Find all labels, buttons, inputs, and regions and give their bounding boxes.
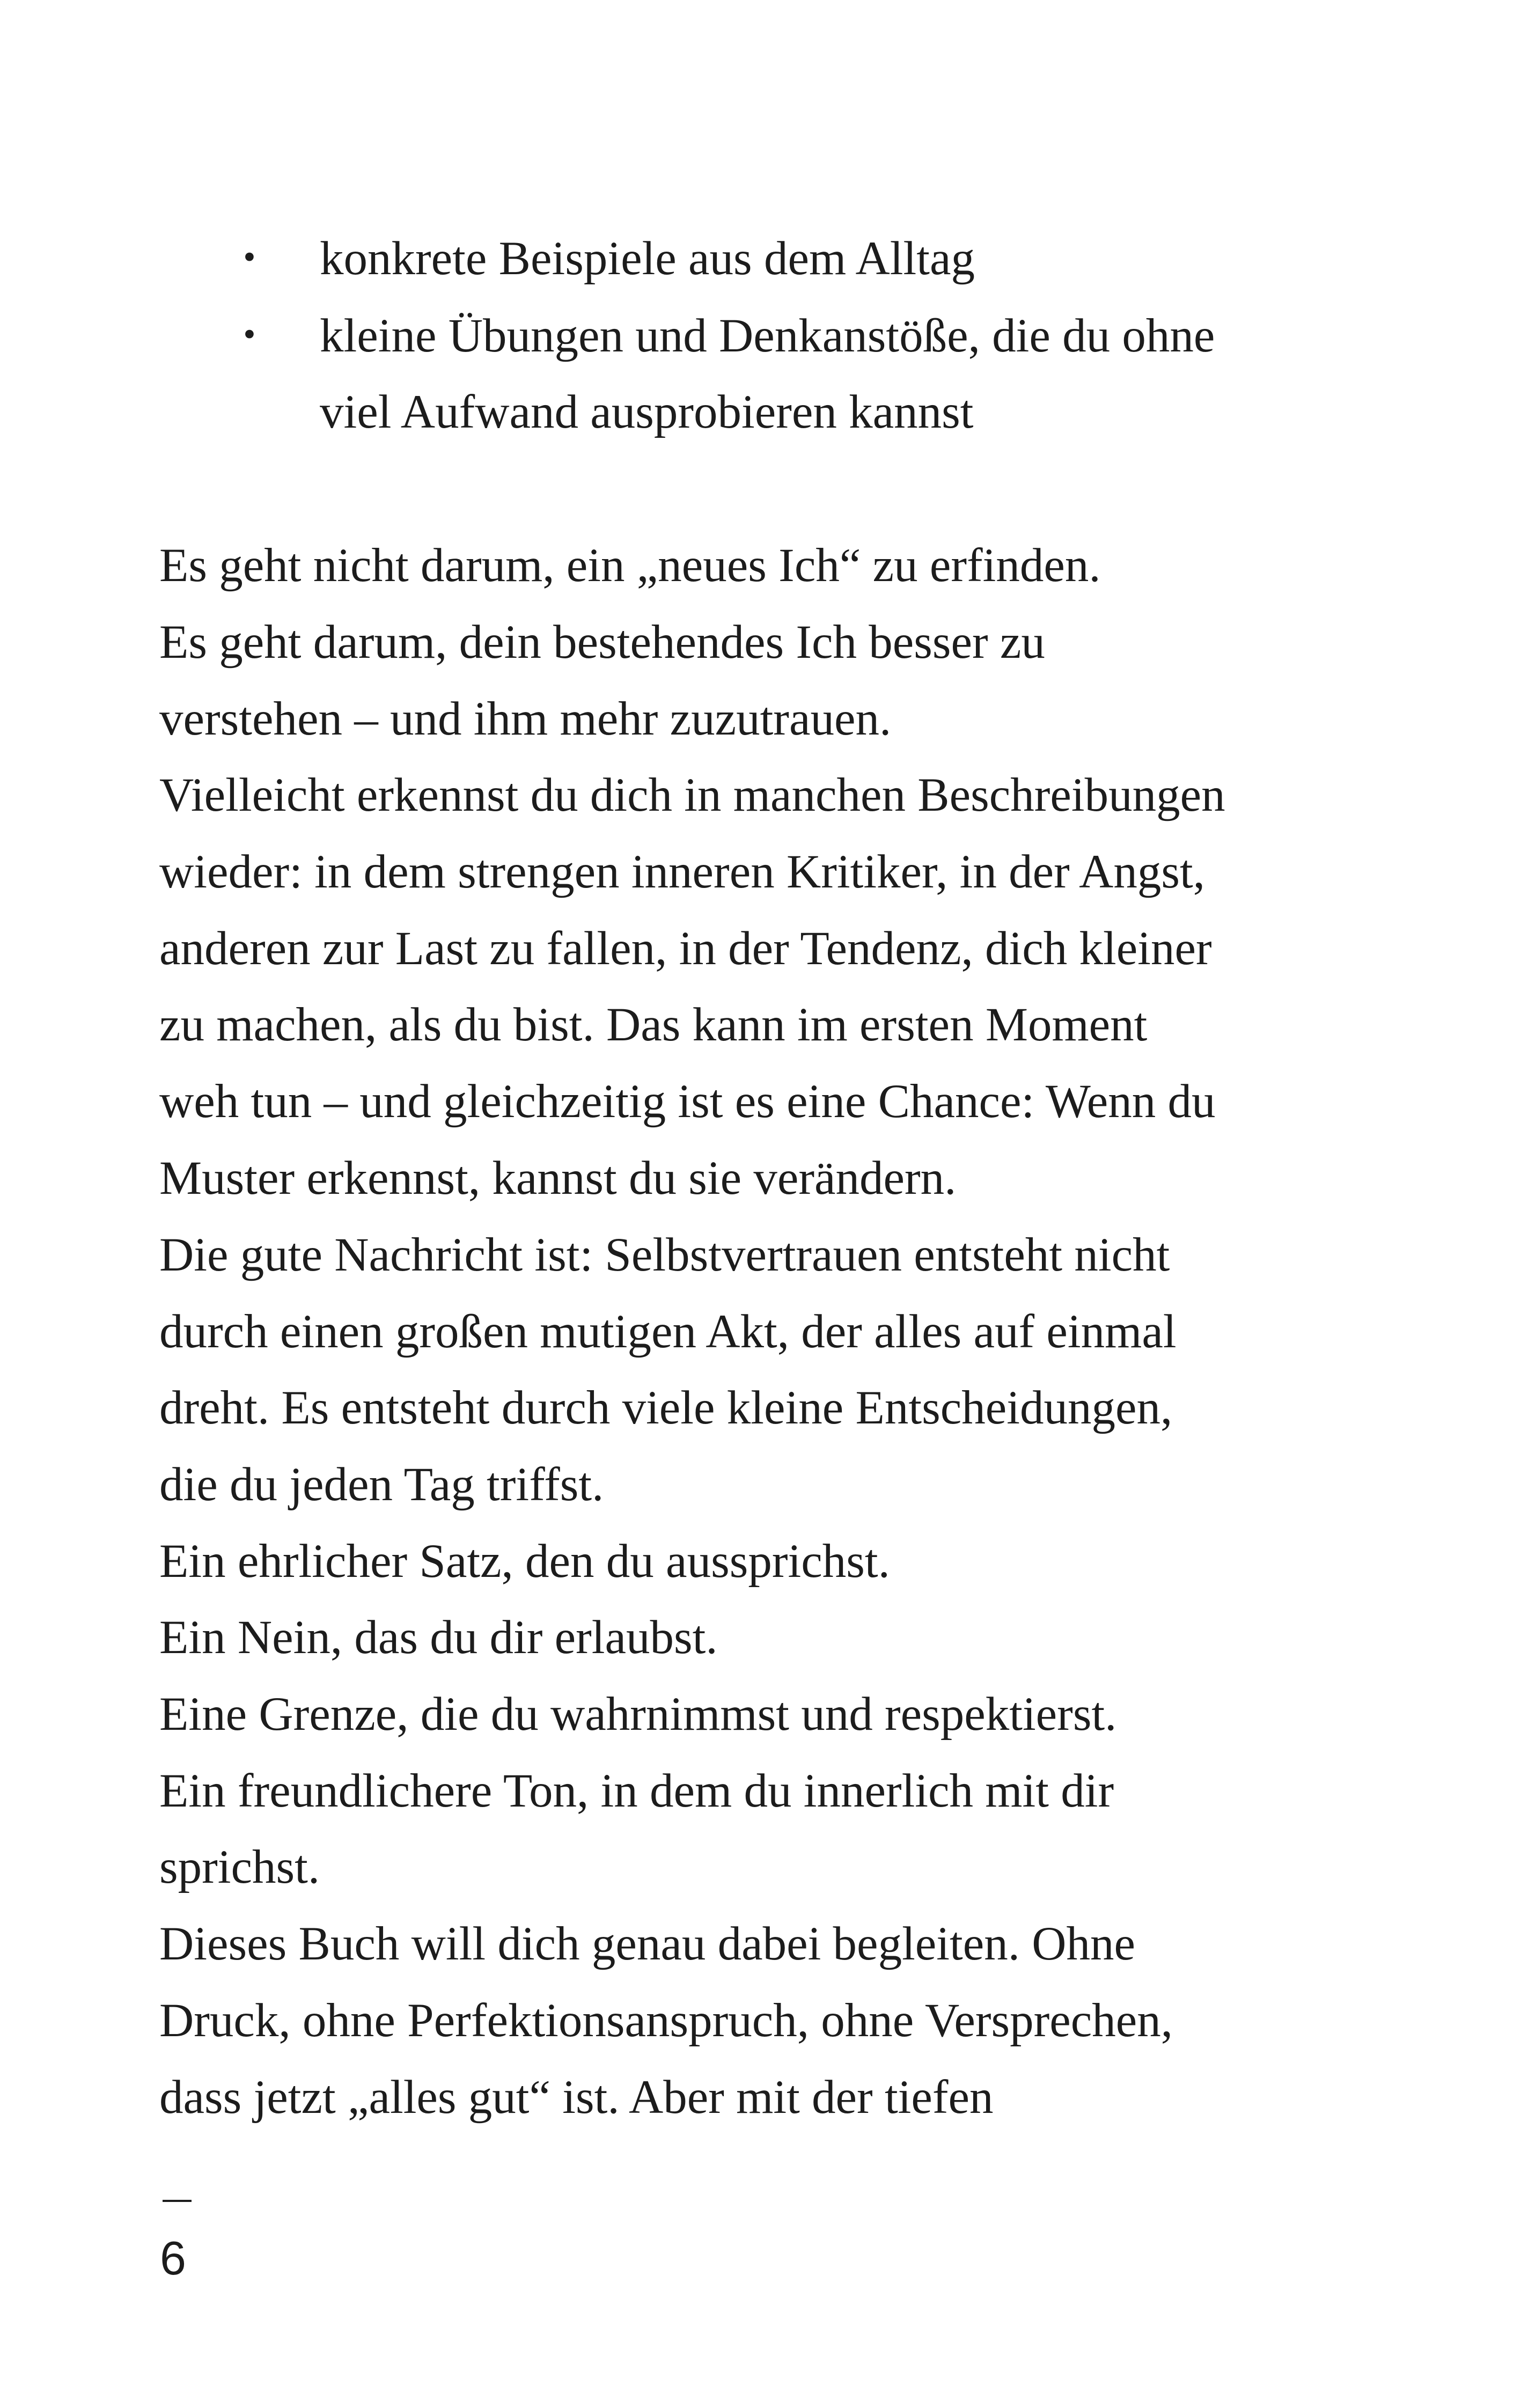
list-item-text: viel Aufwand ausprobieren kannst <box>320 386 974 438</box>
footer-rule <box>163 2200 192 2202</box>
list-item-text: konkrete Beispiele aus dem Alltag <box>320 232 975 285</box>
bullet-icon: • <box>241 241 258 275</box>
list-item-text: kleine Übungen und Denkanstöße, die du ohne <box>320 310 1215 362</box>
document-page: • konkrete Beispiele aus dem Alltag • kleine Übungen und Denkanstöße, die du ohne viel Aufwand ausprobieren kannst Es geht nicht darum, ein „neues Ich“ zu erfinden. Es geht darum, dein bestehendes Ich besser zu verstehen – und ihm mehr zuzutrauen. Vielleicht erkennst du dich in manchen Beschreibungen wieder: in dem strengen inneren Kritiker, in der Angst, anderen zur Last zu fallen, in der Tendenz, dich kleiner zu machen, als du bist. Das kann im ersten Moment weh tun – und gleichzeitig ist es eine Chance: Wenn du Muster erkennst, kannst du sie verändern. Die gute Nachricht ist: Selbstvertrauen entsteht nicht durch einen großen mutigen Akt, der alles auf einmal dreht. Es entsteht durch viele kleine Entscheidungen, die du jeden Tag triffst. Ein ehrlicher Satz, den du aussprichst. Ein Nein, das du dir erlaubst. Eine Grenze, die du wahrnimmst und respektierst. Ein freundlichere Ton, in dem du innerlich mit dir sprichst. Dieses Buch will dich genau dabei begleiten. Ohne Druck, ohne Perfektionsanspruch, ohne Versprechen, dass jetzt „alles gut“ ist. Aber mit der tiefen 6 <box>0 0 1521 2408</box>
page-number: 6 <box>160 2231 186 2285</box>
bullet-icon: • <box>241 318 258 352</box>
